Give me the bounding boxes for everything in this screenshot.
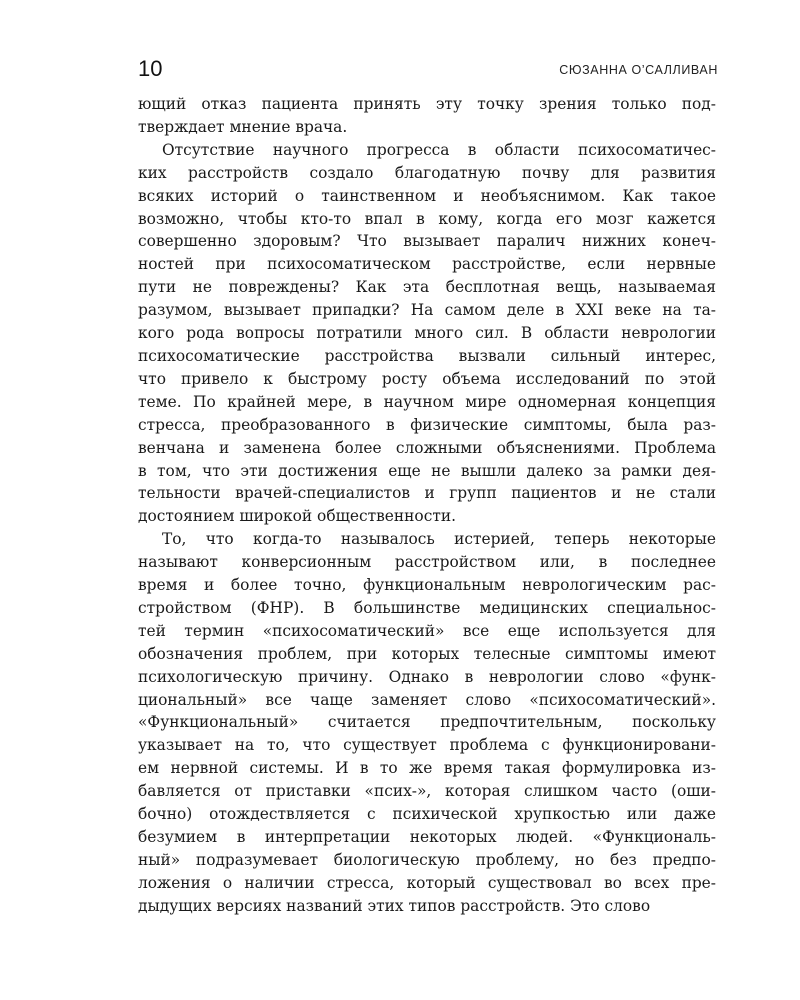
text-line: тей термин «психосоматический» все еще используется для (138, 621, 716, 640)
text-line: указывает на то, что существует проблема с функционировани- (138, 736, 716, 755)
text-line: пути не повреждены? Как эта бесплотная вещь, называемая (138, 278, 716, 297)
text-line: называют конверсионным расстройством или, в последнее (138, 553, 716, 572)
page-header (138, 56, 718, 86)
text-line: достоянием широкой общественности. (138, 507, 456, 526)
running-head: СЮЗАННА О’САЛЛИВАН (559, 63, 718, 77)
text-line: стресса, преобразованного в физические симптомы, была раз- (138, 415, 716, 434)
paragraph (138, 528, 716, 917)
page-number: 10 (138, 56, 163, 81)
text-line: бочно) отождествляется с психической хрупкостью или даже (138, 805, 716, 824)
body-text (138, 93, 716, 918)
text-line: ный» подразумевает биологическую проблему, но без предпо- (138, 850, 716, 869)
text-line: ностей при психосоматическом расстройстве, если нервные (138, 255, 716, 274)
text-line: психологическую причину. Однако в неврологии слово «функ- (138, 667, 716, 686)
text-line: в том, что эти достижения еще не вышли далеко за рамки дея- (138, 461, 716, 480)
text-line: циональный» все чаще заменяет слово «психосоматический». (138, 690, 716, 709)
text-line: теме. По крайней мере, в научном мире одномерная концепция (138, 392, 716, 411)
paragraph (138, 139, 716, 528)
text-line: разумом, вызывает припадки? На самом деле в XXI веке на та- (138, 301, 716, 320)
text-line: ющий отказ пациента принять эту точку зрения только под- (138, 95, 716, 113)
text-line: совершенно здоровым? Что вызывает паралич нижних конеч- (138, 232, 716, 251)
text-line: психосоматические расстройства вызвали сильный интерес, (138, 346, 716, 365)
text-line: ложения о наличии стресса, который существовал во всех пре- (138, 873, 716, 892)
text-line: ем нервной системы. И в то же время такая формулировка из- (138, 759, 716, 778)
text-line: обозначения проблем, при которых телесные симптомы имеют (138, 644, 716, 663)
text-line: дыдущих версиях названий этих типов расстройств. Это слово (138, 896, 651, 915)
text-line: тельности врачей-специалистов и групп пациентов и не стали (138, 484, 716, 503)
text-line: стройством (ФНР). В большинстве медицинских специальнос- (138, 598, 716, 617)
text-line: всяких историй о таинственном и необъяснимом. Как такое (138, 186, 716, 205)
text-line: безумием в интерпретации некоторых людей. «Функциональ- (138, 828, 716, 846)
text-line: время и более точно, функциональным неврологическим рас- (138, 576, 716, 595)
text-line: тверждает мнение врача. (138, 117, 348, 136)
text-line: бавляется от приставки «псих-», которая слишком часто (оши- (138, 782, 716, 801)
text-line: венчана и заменена более сложными объяснениями. Проблема (138, 438, 716, 457)
paragraph (138, 93, 716, 139)
text-line: кого рода вопросы потратили много сил. В области неврологии (138, 324, 716, 343)
text-line: что привело к быстрому росту объема исследований по этой (138, 369, 716, 388)
text-line: ких расстройств создало благодатную почву для развития (138, 163, 716, 182)
text-line: Отсутствие научного прогресса в области психосоматичес- (162, 140, 716, 159)
text-line: «Функциональный» считается предпочтительным, поскольку (138, 713, 716, 732)
text-line: возможно, чтобы кто-то впал в кому, когда его мозг кажется (138, 209, 716, 228)
text-line: То, что когда-то называлось истерией, теперь некоторые (162, 530, 716, 549)
